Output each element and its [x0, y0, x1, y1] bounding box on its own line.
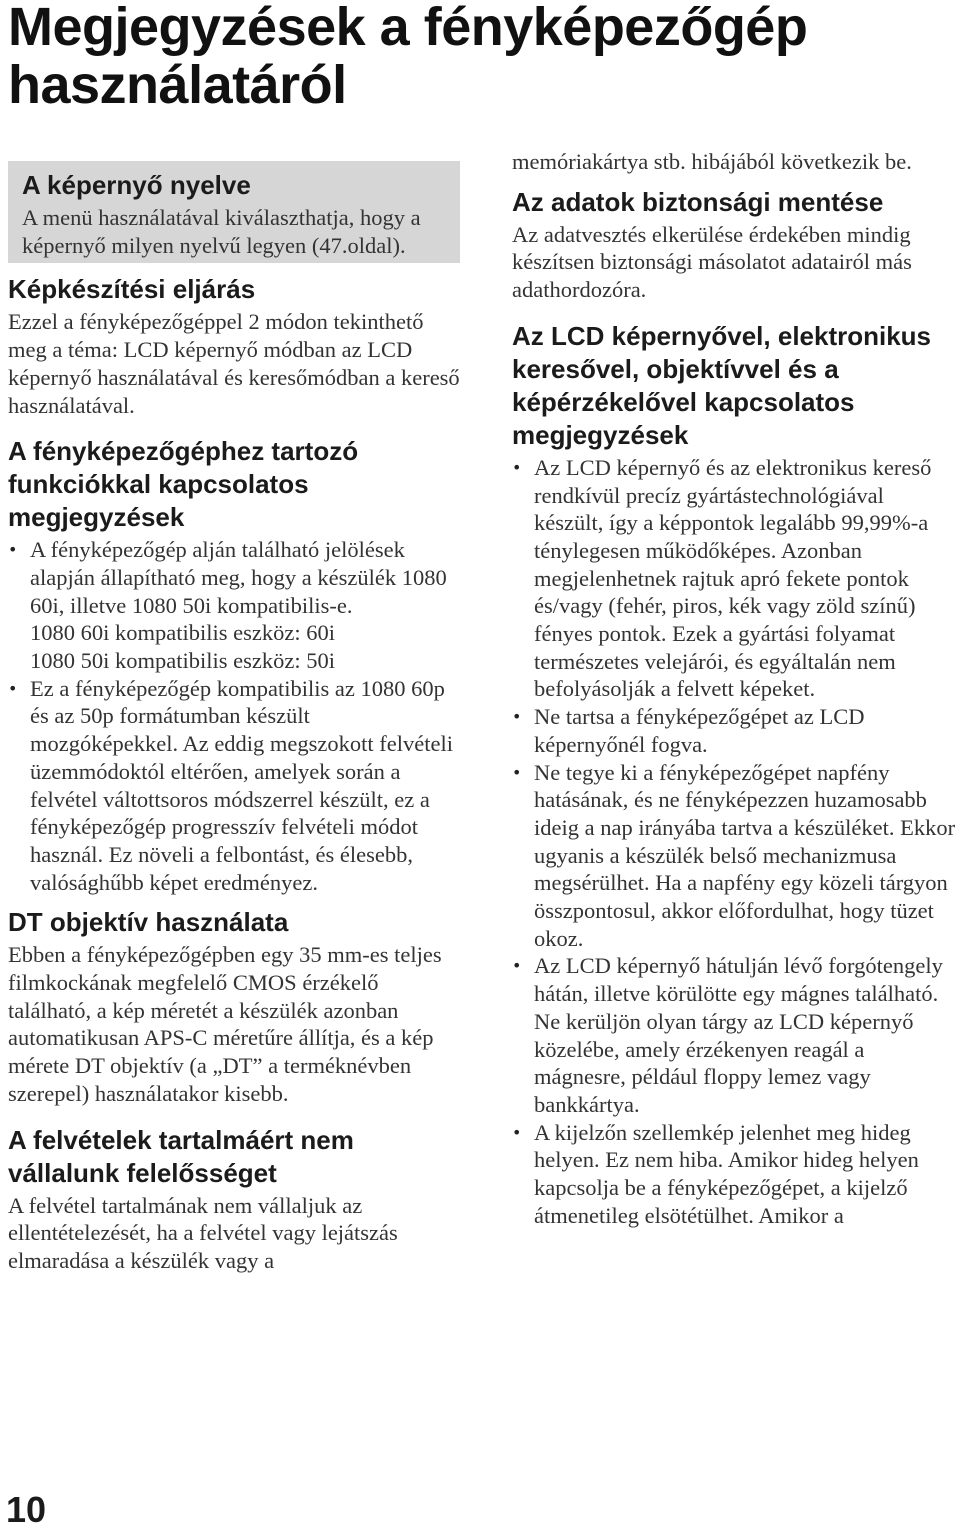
list-item-text: Ez a fényképezőgép kompatibilis az 1080 60p és az 50p formátumban készült mozgóképekkel. Az eddig megszokott felvételi üzemmódoktól eltérően, amelyek során a felvétel váltottsoros módszerrel készült, ez a fényképezőgép progresszív felvételi módot használ. Ez növeli a felbontást, és élesebb, valósághűbb képet eredményez. [30, 675, 453, 895]
list-item [512, 759, 958, 953]
language-heading: A képernyő nyelve [22, 170, 251, 200]
language-box [8, 161, 460, 263]
list-item [8, 675, 460, 897]
liability-heading: A felvételek tartalmáért nem vállalunk felelősséget [8, 1124, 354, 1188]
backup-heading: Az adatok biztonsági mentése [512, 186, 884, 217]
list-item [512, 952, 958, 1118]
list-item [8, 536, 460, 619]
compat-60i-line: 1080 60i kompatibilis eszköz: 60i [30, 620, 335, 646]
list-item-text: Ne tartsa a fényképezőgépet az LCD képernyőnél fogva. [534, 704, 865, 757]
bullet-icon: • [8, 540, 18, 560]
shooting-method-heading: Képkészítési eljárás [8, 274, 256, 305]
shooting-method-text: Ezzel a fényképezőgéppel 2 módon tekinthető meg a téma: LCD képernyő módban az LCD képernyő használatával és keresőmódban a kereső használatával. [8, 309, 460, 418]
backup-text: Az adatvesztés elkerülése érdekében mindig készítsen biztonsági másolatot adatairól más adathordozóra. [512, 221, 912, 303]
list-item-text: A kijelzőn szellemkép jelenhet meg hideg helyen. Ez nem hiba. Amikor hideg helyen kapcsolja be a fényképezőgépet, a kijelző átmenetileg elsötétülhet. Amikor a [534, 1119, 919, 1228]
continued-text: memóriakártya stb. hibájából következik be. [512, 149, 912, 174]
right-column [512, 148, 958, 1230]
lcd-notes-heading: Az LCD képernyővel, elektronikus keresővel, objektívvel és a képérzékelővel kapcsolatos megjegyzések [512, 320, 932, 450]
bullet-icon: • [512, 1122, 522, 1142]
list-item-text: Az LCD képernyő hátulján lévő forgótengely hátán, illetve körülötte egy mágnes található. Ne kerüljön olyan tárgy az LCD képernyő közelébe, amely érzékenyen reagál a mágnesre, például floppy lemez vagy bankkártya. [534, 953, 943, 1117]
page-title: Megjegyzések a fényképezőgép használatáról [8, 0, 808, 115]
compat-50i-line: 1080 50i kompatibilis eszköz: 50i [30, 648, 335, 674]
bullet-icon: • [512, 457, 522, 477]
left-column [8, 161, 460, 1275]
list-item [512, 1119, 958, 1230]
bullet-icon: • [512, 707, 522, 727]
dt-lens-text: Ebben a fényképezőgépben egy 35 mm-es teljes filmkockának megfelelő CMOS érzékelő található, a kép méretét a készülék azonban automatikusan APS-C méretűre állítja, és a kép mérete DT objektív (a „DT” a terméknévben szerepel) használatakor kisebb. [8, 942, 442, 1106]
functions-heading: A fényképezőgéphez tartozó funkciókkal kapcsolatos megjegyzések [8, 436, 359, 533]
bullet-icon: • [512, 762, 522, 782]
list-item-text: Az LCD képernyő és az elektronikus kereső rendkívül precíz gyártástechnológiával készült, így a képpontok legalább 99,99%-a ténylegesen működőképes. Azonban megjelenhetnek rajtuk apró fekete pontok és/vagy (fehér, piros, kék vagy zöld színű) fényes pontok. Ezek a gyártási folyamat természetes velejárói, és egyáltalán nem befolyásolják a felvett képeket. [534, 454, 932, 702]
list-item-text: A fényképezőgép alján található jelölések alapján állapítható meg, hogy a készülék 1080 60i, illetve 1080 50i kompatibilis-e. [30, 537, 447, 618]
lcd-notes-list [512, 454, 958, 1230]
dt-lens-heading: DT objektív használata [8, 907, 289, 938]
functions-list [8, 536, 460, 619]
functions-list-2 [8, 675, 460, 897]
bullet-icon: • [512, 956, 522, 976]
language-text: A menü használatával kiválaszthatja, hogy a képernyő milyen nyelvű legyen (47.oldal). [22, 205, 421, 258]
list-item [512, 703, 958, 758]
bullet-icon: • [8, 678, 18, 698]
list-item [512, 454, 958, 703]
list-item-text: Ne tegye ki a fényképezőgépet napfény hatásának, és ne fényképezzen huzamosabb ideig a nap irányába tartva a készüléket. Ekkor ugyanis a készülék belső mechanizmusa megsérülhet. Ha a napfény egy közeli tárgyon összpontosul, akkor előfordulhat, hogy tüzet okoz. [534, 759, 956, 951]
liability-text: A felvétel tartalmának nem vállaljuk az ellentételezését, ha a felvétel vagy lejátszás elmaradása a készülék vagy a [8, 1192, 398, 1273]
page-number: 10 [6, 1489, 47, 1530]
